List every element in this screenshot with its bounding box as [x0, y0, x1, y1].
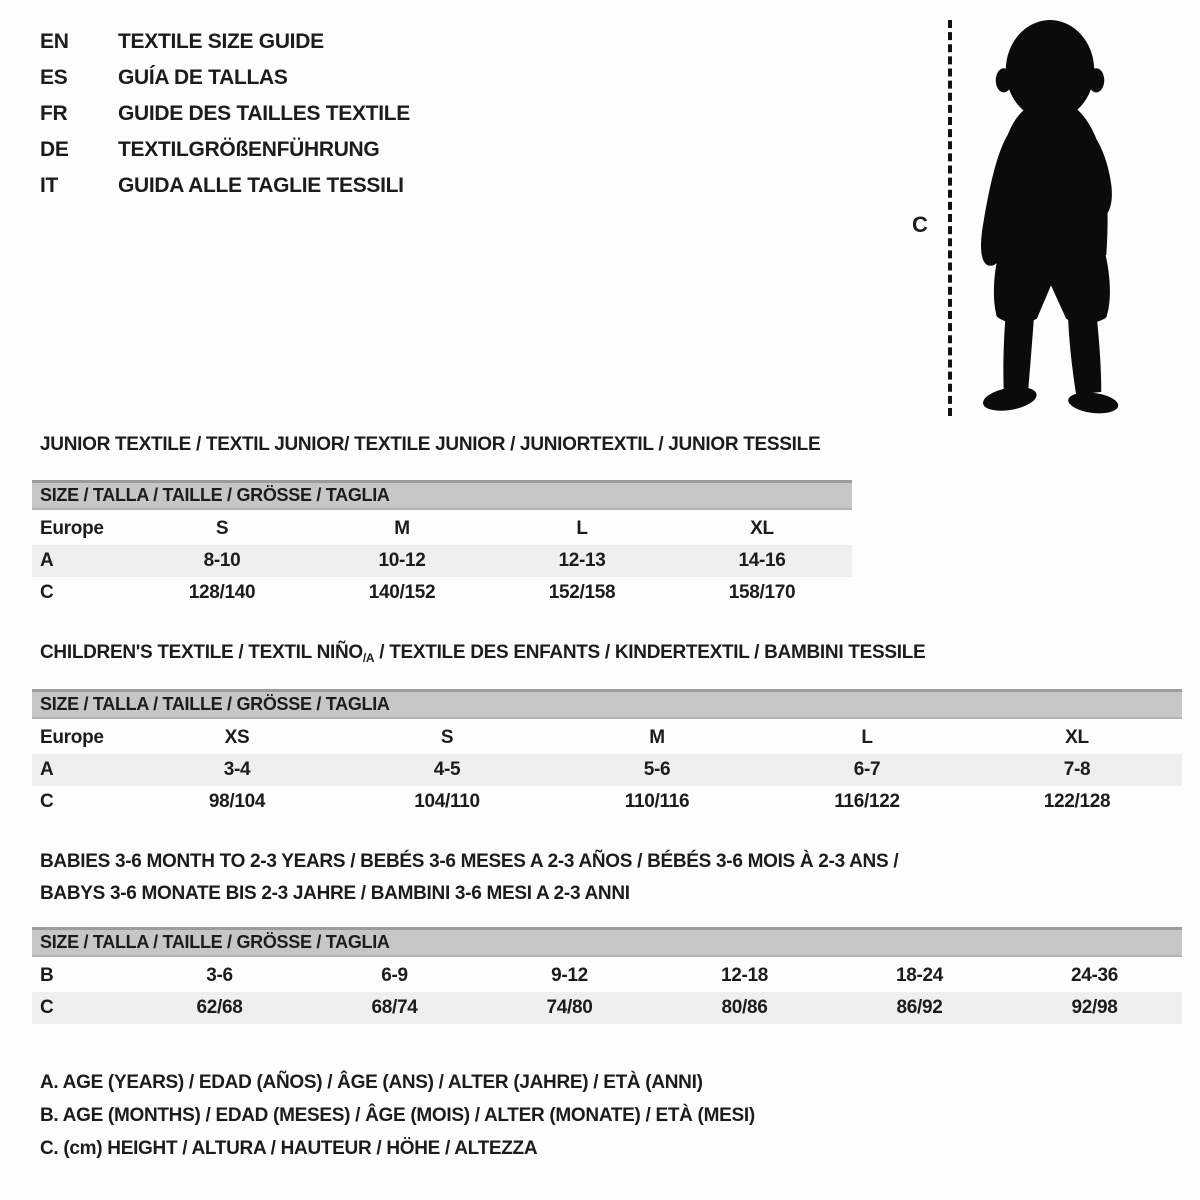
column-header-cell: Europe — [40, 727, 104, 748]
legend-line-a: A. AGE (YEARS) / EDAD (AÑOS) / ÂGE (ANS) / ALTER (JAHRE) / ETÀ (ANNI) — [40, 1071, 703, 1093]
language-code: EN — [40, 30, 69, 53]
language-title-list — [40, 24, 410, 204]
row-label-cell: C — [40, 791, 54, 812]
size-header-bar: SIZE / TALLA / TAILLE / GRÖSSE / TAGLIA — [32, 689, 1182, 719]
language-title: GUIDE DES TAILLES TEXTILE — [118, 102, 410, 125]
column-header-cell: XS — [224, 727, 250, 748]
junior-size-table — [32, 480, 852, 609]
table-cell: 7-8 — [1063, 759, 1091, 780]
children-title-subscript: /A — [362, 651, 375, 665]
language-code: FR — [40, 102, 68, 125]
language-code: IT — [40, 174, 59, 197]
size-header-bar: SIZE / TALLA / TAILLE / GRÖSSE / TAGLIA — [32, 927, 1182, 957]
table-cell: 74/80 — [546, 997, 593, 1018]
junior-row-a — [32, 545, 852, 577]
column-header-cell: L — [861, 727, 873, 748]
babies-row-c — [32, 992, 1182, 1024]
table-cell: 128/140 — [188, 582, 256, 603]
babies-size-table — [32, 927, 1182, 1024]
table-cell: 92/98 — [1071, 997, 1118, 1018]
babies-section-title-line2: BABYS 3-6 MONATE BIS 2-3 JAHRE / BAMBINI 3-6 MESI A 2-3 ANNI — [40, 883, 630, 904]
column-header-cell: XL — [750, 518, 774, 539]
table-cell: 18-24 — [895, 965, 944, 986]
column-header-cell: S — [440, 727, 454, 748]
babies-section-title-line1: BABIES 3-6 MONTH TO 2-3 YEARS / BEBÉS 3-6 MESES A 2-3 AÑOS / BÉBÉS 3-6 MOIS À 2-3 ANS / — [40, 851, 899, 872]
language-row-fr — [40, 96, 410, 132]
row-label-cell: A — [40, 550, 54, 571]
table-cell: 5-6 — [643, 759, 671, 780]
table-cell: 122/128 — [1043, 791, 1111, 812]
table-cell: 3-6 — [206, 965, 233, 986]
children-section-title — [40, 642, 925, 665]
junior-row-c — [32, 577, 852, 609]
table-cell: 6-9 — [381, 965, 408, 986]
row-label-cell: B — [40, 965, 54, 986]
row-label-cell: A — [40, 759, 54, 780]
height-measure-dashed-line — [948, 20, 952, 416]
table-cell: 6-7 — [853, 759, 881, 780]
column-header-cell: XL — [1065, 727, 1089, 748]
measurement-legend — [40, 1066, 755, 1165]
language-row-es — [40, 60, 410, 96]
table-cell: 152/158 — [548, 582, 616, 603]
table-cell: 86/92 — [896, 997, 943, 1018]
row-label-cell: C — [40, 997, 54, 1018]
table-cell: 24-36 — [1070, 965, 1119, 986]
table-cell: 10-12 — [378, 550, 426, 571]
table-cell: 14-16 — [738, 550, 786, 571]
legend-line-c: C. (cm) HEIGHT / ALTURA / HAUTEUR / HÖHE / ALTEZZA — [40, 1137, 538, 1159]
column-header-cell: M — [394, 518, 410, 539]
column-header-cell: S — [215, 518, 229, 539]
table-cell: 68/74 — [371, 997, 418, 1018]
toddler-silhouette-icon — [961, 16, 1139, 420]
table-cell: 98/104 — [208, 791, 266, 812]
language-title: TEXTILE SIZE GUIDE — [118, 30, 324, 53]
table-cell: 4-5 — [433, 759, 461, 780]
children-title-suffix: / TEXTILE DES ENFANTS / KINDERTEXTIL / BAMBINI TESSILE — [374, 642, 926, 663]
table-cell: 9-12 — [551, 965, 588, 986]
table-cell: 12-18 — [720, 965, 769, 986]
table-cell: 110/116 — [624, 791, 690, 812]
table-cell: 8-10 — [203, 550, 241, 571]
children-title-prefix: CHILDREN'S TEXTILE / TEXTIL NIÑO — [40, 642, 363, 663]
table-cell: 80/86 — [721, 997, 768, 1018]
column-header-cell: L — [576, 518, 588, 539]
language-code: DE — [40, 138, 69, 161]
language-row-en — [40, 24, 410, 60]
children-row-c — [32, 786, 1182, 818]
table-cell: 140/152 — [368, 582, 436, 603]
table-cell: 3-4 — [223, 759, 251, 780]
children-row-a — [32, 754, 1182, 786]
table-cell: 158/170 — [728, 582, 796, 603]
table-cell: 116/122 — [834, 791, 900, 812]
language-title: TEXTILGRÖßENFÜHRUNG — [118, 138, 380, 161]
legend-line-b: B. AGE (MONTHS) / EDAD (MESES) / ÂGE (MOIS) / ALTER (MONATE) / ETÀ (MESI) — [40, 1104, 755, 1126]
language-title: GUIDA ALLE TAGLIE TESSILI — [118, 174, 404, 197]
language-title: GUÍA DE TALLAS — [118, 66, 288, 89]
table-cell: 62/68 — [196, 997, 243, 1018]
table-cell: 104/110 — [414, 791, 480, 812]
height-measure-label: C — [912, 212, 928, 237]
language-row-de — [40, 132, 410, 168]
children-column-header-row — [32, 722, 1182, 754]
language-row-it — [40, 168, 410, 204]
junior-section-title: JUNIOR TEXTILE / TEXTIL JUNIOR/ TEXTILE JUNIOR / JUNIORTEXTIL / JUNIOR TESSILE — [40, 434, 821, 455]
size-header-bar: SIZE / TALLA / TAILLE / GRÖSSE / TAGLIA — [32, 480, 852, 510]
row-label-cell: C — [40, 582, 54, 603]
junior-column-header-row — [32, 513, 852, 545]
column-header-cell: Europe — [40, 518, 104, 539]
table-cell: 12-13 — [558, 550, 606, 571]
column-header-cell: M — [649, 727, 665, 748]
children-size-table — [32, 689, 1182, 818]
babies-row-b — [32, 960, 1182, 992]
language-code: ES — [40, 66, 68, 89]
